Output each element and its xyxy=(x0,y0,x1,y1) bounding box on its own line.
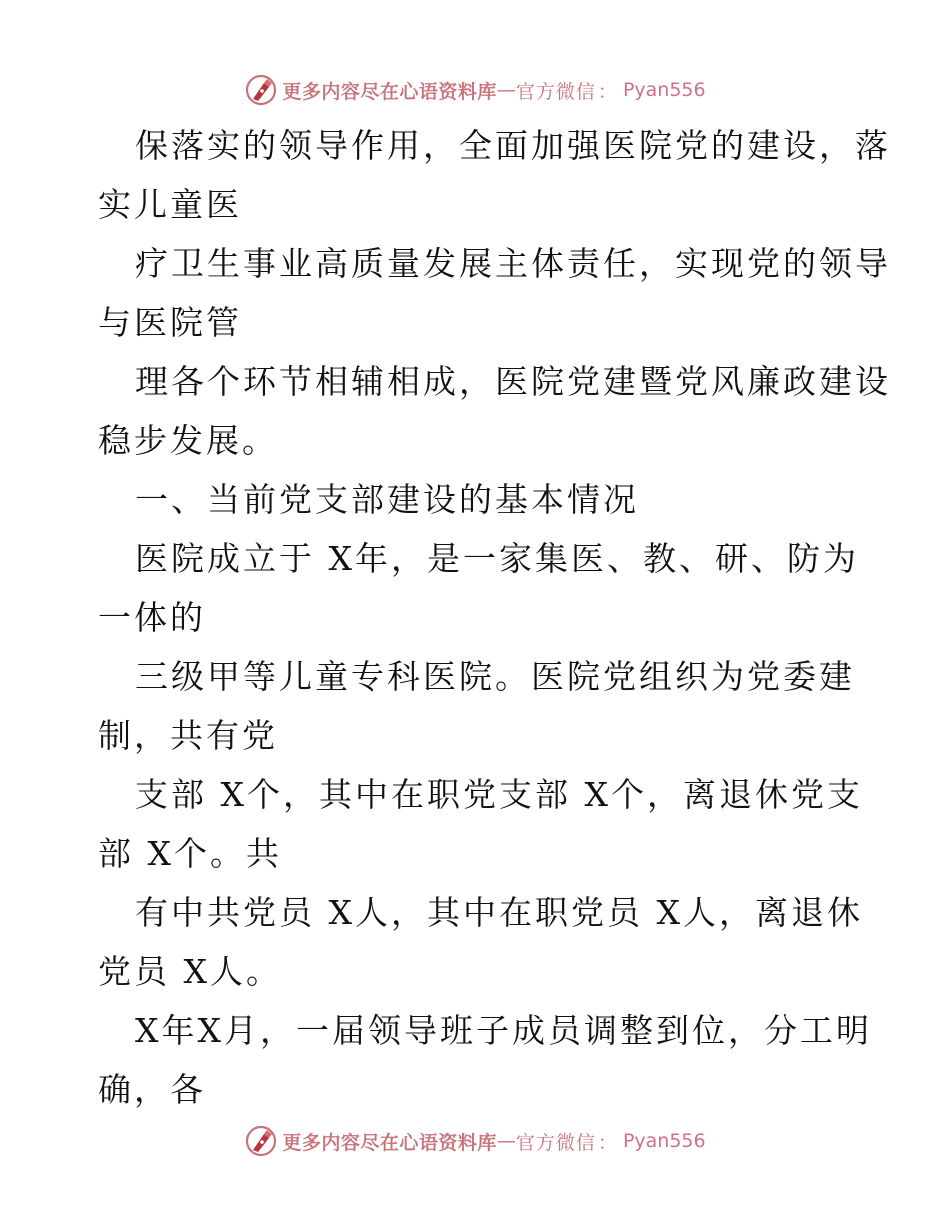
watermark-handle: Pyan556 xyxy=(622,1130,706,1152)
text-line: 实儿童医 xyxy=(98,185,242,224)
text-line: 制，共有党 xyxy=(98,716,278,755)
text-line: 保落实的领导作用，全面加强医院党的建设，落 xyxy=(135,126,891,165)
text-line: 支部 X个，其中在职党支部 X个，离退休党支 xyxy=(135,775,863,814)
watermark-label: 官方微信 xyxy=(515,1131,596,1154)
watermark-site-text: 更多内容尽在心语资料库 xyxy=(282,1131,497,1154)
watermark-colon: ： xyxy=(597,1131,617,1154)
text-line: 医院成立于 X年，是一家集医、教、研、防为 xyxy=(135,539,859,578)
section-heading: 一、当前党支部建设的基本情况 xyxy=(135,480,639,519)
text-line: 党员 X人。 xyxy=(98,952,282,991)
text-line: 一体的 xyxy=(98,598,206,637)
watermark-banner-bottom xyxy=(0,1121,950,1161)
text-line: 与医院管 xyxy=(98,303,242,342)
text-line: 部 X个。共 xyxy=(98,834,282,873)
pen-nib-logo-icon xyxy=(244,1124,278,1158)
watermark-site-text: 更多内容尽在心语资料库 xyxy=(282,80,497,103)
text-line: 稳步发展。 xyxy=(98,421,278,460)
watermark-colon: ： xyxy=(597,80,617,103)
watermark-handle: Pyan556 xyxy=(622,79,706,101)
watermark-label: 官方微信 xyxy=(515,80,596,103)
text-line: 理各个环节相辅相成，医院党建暨党风廉政建设 xyxy=(135,362,891,401)
watermark-separator: — xyxy=(496,1130,516,1152)
text-line: X年X月，一届领导班子成员调整到位，分工明 xyxy=(135,1011,872,1050)
text-line: 三级甲等儿童专科医院。医院党组织为党委建 xyxy=(135,657,855,696)
text-line: 确，各 xyxy=(98,1070,206,1109)
watermark-separator: — xyxy=(496,79,516,101)
text-line: 有中共党员 X人，其中在职党员 X人，离退休 xyxy=(135,893,863,932)
text-line: 疗卫生事业高质量发展主体责任，实现党的领导 xyxy=(135,244,891,283)
